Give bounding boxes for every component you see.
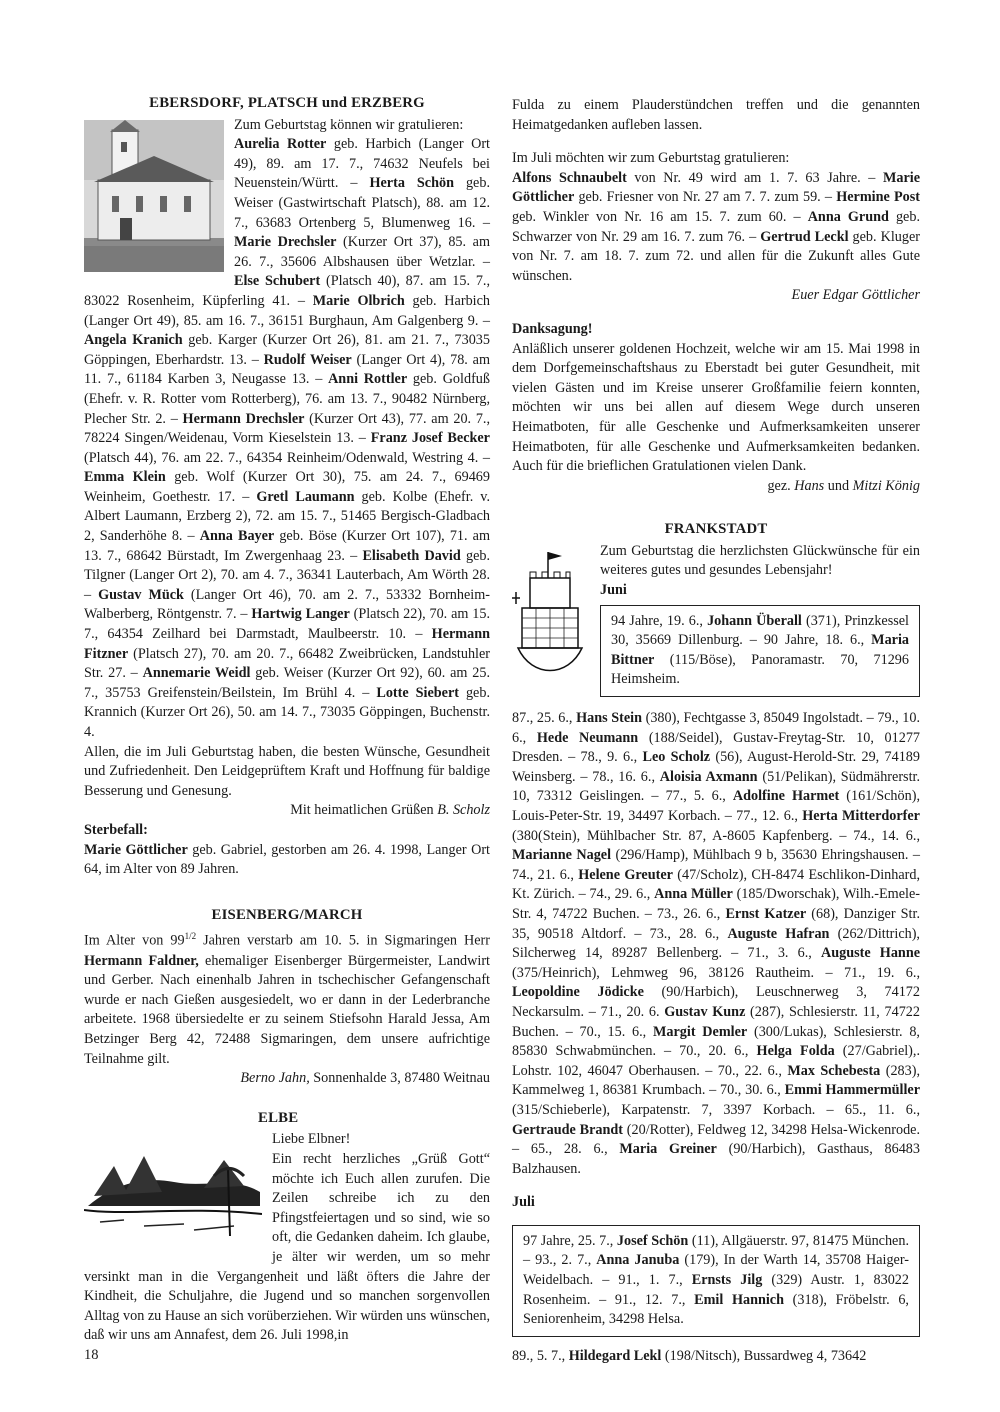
entry-details: (90/Harbich), Gasthaus, 86483 Balzhausen. [512,1141,920,1177]
landscape-illustration [84,1136,262,1255]
section-title-eisenberg: EISENBERG/MARCH [211,906,363,923]
entry-name: Elisabeth David [362,547,461,564]
entry-name: Gretl Laumann [256,488,355,505]
death-notice [84,841,490,880]
entry-name: Leopoldine Jödicke [512,984,644,1001]
left-column [84,94,490,1346]
entry-details: (300/Lukas), Schlesierstr. 8, 85830 Schwabmünchen. – 70., 20. 6., [512,1023,920,1060]
greeting-text: Mit heimatlichen Grüßen [290,802,438,819]
entry-name: Helga Folda [756,1043,835,1060]
entry-details: geb. Kolbe (Ehefr. v. Albert Laumann, Erzberg 2), 72. am 15. 7., 51465 Bergisch-Gladbach 2, Sanderhöhe 8. – [84,488,490,545]
entry-name: Anna Januba [596,1252,680,1269]
entry-name: Alfons Schnaubelt [512,169,627,186]
page-number: 18 [84,1347,99,1363]
entry-details: geb. Goldfuß (Ehefr. v. R. Rotter vom Rotterberg), 76. am 13. 7., 90482 Nürnberg, Plecher Str. 2. – [84,371,490,427]
entry-name: Marie Göttlicher [512,169,920,206]
entry-details: (Platsch 22), 70. am 15. 7., 64354 Zeilhard bei Darmstadt, Maulbeerstr. 10. – [84,606,491,643]
entry-name: Hans Stein [576,710,642,727]
entry-name: Maria Greiner [619,1141,717,1158]
greeting-author: B. Scholz [437,802,490,819]
entry-name: Hermine Post [836,189,920,206]
entry-name: Anna Müller [654,886,733,903]
eisenberg-text: Im Alter von $99^{1/2}$ Jahren verstarb am 10. 5. in Sigmaringen Herr Hermann Faldner, ehemaliger Eisenberger Bürgermeister, Landwirt und Gerber. Nach einenhalb Jahren in tschechischer Gefangenschaft wurde er nach Gießen ausgesiedelt, wo er dann in der Lederbranche arbeitete. 1968 übersiedelte er zu seinem Stiefsohn Harald Jessa, Am Betzinger Berg 42, 72488 Sigmaringen, dem unsere aufrichtige Teilnahme gilt. [84,931,490,1067]
church-illustration [84,120,224,279]
right-column [512,96,920,1366]
elbe-july-intro: Im Juli möchten wir zum Geburtstag gratulieren: [512,150,790,167]
entry-name: Auguste Hafran [727,925,830,942]
entry-details: geb. Karger (Kurzer Ort 26), 81. am 21. 7., 73035 Göppingen, Eberhardstr. 13. – [84,332,490,368]
entry-name: Maria Bittner [611,632,909,668]
entry-name: Gustav Mück [98,586,184,603]
entry-name: Josef Schön [616,1232,689,1249]
entry-name: Emmi Hammermüller [784,1082,920,1099]
entry-details: geb. Kluger von Nr. 7. am 18. 7. zum 72. und allen für die Zukunft alles Gute wünschen. [512,228,920,284]
thanks-heading: Danksagung! [512,320,593,337]
entry-details: (11), Allgäuerstr. 97, 81475 München. – 93., 2. 7., [523,1232,909,1269]
death-name: Marie Göttlicher [84,841,188,858]
entry-details: (90/Harbich), Leuschnerweg 3, 74172 Neckarsulm. – 71., 20. 6. [512,984,920,1020]
elbe-continuation: Fulda zu einem Plauderstündchen treffen und die genannten Heimatgedanken aufleben lassen. [512,97,920,133]
entry-name: Marie Olbrich [312,292,405,309]
eisenberg-author: Berno Jahn, Sonnenhalde 3, 87480 Weitnau [240,1070,490,1087]
entry-name: Hartwig Langer [251,606,350,623]
entry-name: Herta Schön [369,175,454,192]
entry-name: Marianne Nagel [512,847,612,864]
entry-details: geb. Weiser (Kurzer Ort 92), 60. am 25. 7., 35753 Greifenstein/Beilstein, Im Brühl 4. – [84,665,490,701]
ebersdorf-intro: Zum Geburtstag können wir gratulieren: [234,116,464,133]
entry-details: (20/Rotter), Feldweg 12, 34298 Helsa-Wickenrode. – 65., 28. 6., [512,1121,921,1158]
entry-name: Auguste Hanne [820,945,921,962]
eisenberg-name: Hermann Faldner, [84,952,199,969]
elbe-july-list [512,169,920,287]
entry-prefix: 97 Jahre, 25. 7., [523,1232,617,1249]
entry-name: Emma Klein [84,469,166,486]
entry-details: geb. Friesner von Nr. 27 am 7. 7. zum 59. – [574,189,837,206]
entry-name: Aurelia Rotter [234,136,327,153]
entry-name: Hermann Fitzner [84,626,490,662]
section-title-elbe: ELBE [258,1109,299,1126]
entry-name: Hermann Drechsler [182,410,305,427]
june-list [512,709,920,1179]
section-title-ebersdorf: EBERSDORF, PLATSCH und ERZBERG [149,95,425,111]
entry-name: Emil Hannich [694,1291,784,1308]
entry-name: Gertraude Brandt [512,1121,623,1138]
entry-details: (380(Stein), Mühlbacher Str. 87, A-8605 Kapfenberg. – 74., 14. 6., [512,827,920,844]
ebersdorf-wishes: Allen, die im Juli Geburtstag haben, die besten Wünsche, Gesundheit und Zufriedenheit. Den Leidgeprüftem Kraft und Hoffnung für baldige Besserung und Genesung. [84,743,490,799]
entry-details: geb. Winkler von Nr. 16 am 15. 7. zum 60. – [512,208,808,225]
entry-name: Rudolf Weiser [263,351,352,368]
entry-name: Hildegard Lekl [568,1347,662,1364]
entry-details: (47/Scholz), CH-8474 Eschlikon-Dinhard, Kt. Zürich. – 74., 29. 6., [512,866,920,903]
entry-name: Herta Mitterdorfer [802,808,920,824]
entry-details: (375/Heinrich), Lehmweg 96, 38126 Rautheim. – 71., 19. 6., [512,964,920,981]
entry-prefix: 94 Jahre, 19. 6., [611,612,708,629]
june-label: Juni [600,582,627,599]
entry-details: (Kurzer Ort 43), 77. am 20. 7., 78224 Singen/Weidenau, Vorm Kieselstein 13. – [84,410,491,447]
entry-details: geb. Böse (Kurzer Ort 107), 71. am 13. 7., 68642 Bürstadt, Im Zwergenhaag 23. – [84,528,490,564]
entry-details: (Platsch 44), 76. am 22. 7., 64354 Reinheim/Odenwald, Westring 4. – [84,449,490,466]
entry-name: Ernsts Jilg [691,1272,763,1289]
entry-name: Adolfine Harmet [732,788,840,805]
entry-details: geb. Schwarzer von Nr. 29 am 16. 7. zum 76. – [512,208,920,245]
entry-prefix: 89., 5. 7., [512,1347,569,1364]
entry-details: von Nr. 49 wird am 1. 7. 63 Jahre. – [626,169,883,186]
entry-name: Anna Grund [807,208,889,225]
entry-details: (380), Fechtgasse 3, 85049 Ingolstadt. – 79., 10. 6., [512,710,920,746]
entry-details: (371), Prinzkessel 30, 35669 Dillenburg. – 90 Jahre, 18. 6., [611,612,909,649]
july-label: Juli [512,1194,535,1211]
entry-name: Aloisia Axmann [659,768,758,785]
entry-details: (283), Kammelweg 1, 86381 Krumbach. – 70., 30. 6., [512,1062,920,1099]
entry-details: (Platsch 40), 87. am 15. 7., 83022 Rosenheim, Küpferling 41. – [84,273,491,309]
frankstadt-intro: Zum Geburtstag die herzlichsten Glückwünsche für ein weiteres gutes und gesundes Lebensjahr! [600,542,920,579]
entry-details: geb. Krannich (Kurzer Ort 26), 50. am 14. 7., 73035 Göppingen, Buchenstr. 4. [84,684,490,740]
entry-details: geb. Wolf (Kurzer Ort 30), 75. am 24. 7., 69469 Weinheim, Goethestr. 17. – [84,469,490,505]
thanks-text: Anläßlich unserer goldenen Hochzeit, welche wir am 15. Mai 1998 in dem Dorfgemeinschaftshaus zu Eberstadt bei guter Gesundheit, mit vielen Gästen und im Kreise unserer Großfamilie feiern konnten, möchten wir uns bei allen auf diesem Wege durch unseren Heimatboten, für alle Geschenke und Aufmerksamkeiten unserer Heimatboten, für alle Geschenke und Aufmerksamkeiten bedanken. Auch für die brieflichen Gratulationen vielen Dank. [512,340,920,475]
entry-details: (Kurzer Ort 37), 85. am 26. 7., 35606 Albshausen über Wetzlar. – [234,234,490,270]
entry-details: geb. Weiser (Gastwirtschaft Platsch), 88. am 12. 7., 63683 Ortenberg 5, Blumenweg 16. – [234,175,490,231]
ebersdorf-greeting [84,801,490,821]
entry-details: (115/Böse), Panoramastr. 70, 71296 Heimsheim. [611,651,909,688]
entry-details: (68), Danziger Str. 35, 90518 Altdorf. – 73., 28. 6., [512,905,920,942]
elbe-signature: Euer Edgar Göttlicher [791,287,920,304]
entry-details: (198/Nitsch), Bussardweg 4, 73642 [661,1347,867,1364]
entry-name: Ernst Katzer [725,905,807,922]
section-title-frankstadt: FRANKSTADT [664,521,768,538]
entry-details: (Platsch 27), 70. am 20. 7., 66482 Zweibrücken, Landstuhler Str. 27. – [84,645,490,682]
death-text: geb. Gabriel, gestorben am 26. 4. 1998, Langer Ort 64, im Alter von 89 Jahren. [84,841,491,878]
entry-details: (Langer Ort 46), 70. am 2. 7., 53332 Bornheim-Walberberg, Röntgenstr. 7. – [84,586,490,623]
entry-name: Marie Drechsler [234,234,337,251]
entry-name: Gustav Kunz [664,1003,746,1020]
entry-name: Hede Neumann [536,729,639,746]
thanks-signature: gez. Hans und Mitzi König [767,477,920,494]
entry-name: Margit Demler [653,1023,748,1040]
entry-details: geb. Tilgner (Langer Ort 2), 70. am 4. 7., 36341 Lauterbach, Am Wörth 28. – [84,547,491,603]
entry-details: (329) Austr. 1, 83022 Rosenheim. – 91., 12. 7., [523,1272,909,1308]
entry-details: (296/Hamp), Mühlbach 9 b, 35630 Ehringshausen. – 74., 21. 6., [512,847,920,883]
entry-details: (179), In der Warth 14, 35708 Haiger-Weidelbach. – 91., 1. 7., [523,1252,910,1289]
castle-illustration [512,548,592,685]
entry-details: (161/Schön), Louis-Peter-Str. 19, 34497 Korbach. – 77., 12. 6., [512,788,920,824]
entry-details: (27/Gabriel),. Lohstr. 102, 46047 Oberhausen. – 70., 22. 6., [512,1043,920,1079]
entry-name: Anni Rottler [328,371,408,388]
entry-details: geb. Harbich (Langer Ort 49), 85. am 16. 7., 36151 Burghaun, Am Galgenberg 9. – [84,292,490,329]
death-heading: Sterbefall: [84,821,148,838]
entry-name: Johann Überall [707,612,802,629]
july-list [512,1347,920,1367]
entry-details: (262/Dittrich), Silcherweg 14, 89287 Bellenberg. – 71., 3. 6., [512,925,920,962]
entry-name: Annemarie Weidl [142,665,251,682]
july-top-box [512,1225,920,1337]
entry-name: Angela Kranich [84,332,183,349]
elbe-text: Ein recht herzliches „Grüß Gott“ möchte ich Euch allen zurufen. Die Zeilen schreibe ich zu den Pfingstfeiertagen und so sind, wie so oft, die Gedanken daheim. Ich glaube, je älter wir werden, um so mehr versinkt man in die Vergangenheit und läßt öfters die Jahre der Kindheit, die Schuljahre, die Jugend und so manchen sorgenvollen Alltag von zu Hause an sich vorüberziehen. Wir würden uns wünschen, daß wir uns am Annafest, dem 26. Juli 1998,in [84,1151,490,1344]
entry-name: Lotte Siebert [376,684,459,701]
entry-name: Else Schubert [234,273,321,290]
entry-details: (188/Seidel), Gustav-Freytag-Str. 10, 01277 Dresden. – 78., 9. 6., [512,729,921,766]
entry-details: (287), Schlesierstr. 11, 74722 Buchen. – 70., 15. 6., [512,1003,920,1040]
entry-name: Anna Bayer [199,528,275,545]
entry-name: Max Schebesta [787,1062,881,1079]
entry-details: geb. Harbich (Langer Ort 49), 89. am 17. 7., 74632 Neufels bei Neuenstein/Württ. – [234,136,490,192]
entry-details: (51/Pelikan), Südmährerstr. 10, 73312 Geislingen. – 77., 5. 6., [512,768,921,805]
entry-details: (185/Dworschak), Wilh.-Emele-Str. 4, 74722 Buchen. – 73., 26. 6., [512,886,920,922]
elbe-salutation: Liebe Elbner! [272,1131,351,1148]
entry-name: Franz Josef Becker [370,430,490,447]
entry-details: (56), August-Herold-Str. 29, 74189 Weinsberg. – 78., 16. 6., [512,749,920,785]
entry-prefix: 87., 25. 6., [512,710,577,727]
entry-details: (Langer Ort 4), 78. am 11. 7., 61184 Karben 3, Neugasse 13. – [84,351,490,388]
entry-name: Helene Greuter [578,866,673,883]
june-top-box [600,605,920,697]
entry-details: (318), Fröbelstr. 6, Seniorenheim, 34298 Helsa. [523,1291,909,1328]
entry-name: Gertrud Leckl [760,228,849,245]
entry-details: (315/Schieberle), Karpatenstr. 7, 3397 Korbach. – 65., 11. 6., [512,1101,920,1118]
entry-name: Leo Scholz [642,749,711,766]
